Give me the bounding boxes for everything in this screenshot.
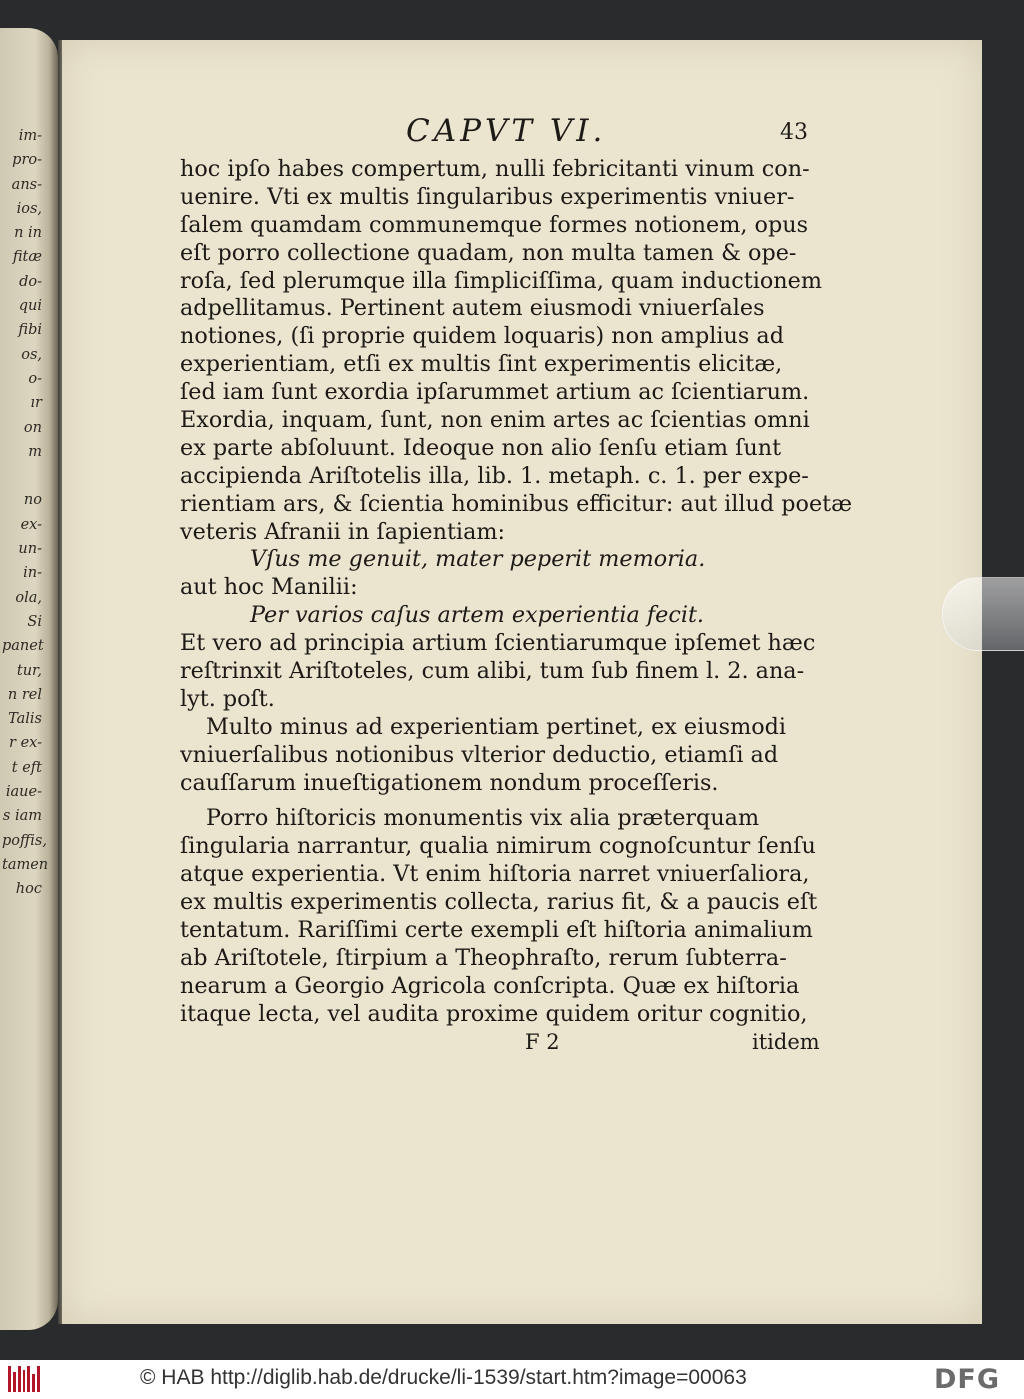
facing-page-fragment: s iam [2, 808, 42, 825]
text-line: Exordia, inquam, ſunt, non enim artes ac ſcientias omni [180, 407, 810, 434]
facing-page-fragment: ios, [16, 200, 42, 217]
text-line: Per varios caſus artem experientia fecit. [250, 602, 705, 629]
facing-page-fragment: n in [14, 225, 42, 242]
copyright-url[interactable]: © HAB http://diglib.hab.de/drucke/li-1539/start.htm?image=00063 [140, 1366, 747, 1389]
facing-page-fragment: ex- [20, 516, 42, 533]
text-line: lyt. poſt. [180, 685, 275, 712]
facing-page-fragment: no [23, 492, 42, 509]
facing-page-text [2, 124, 49, 902]
text-line: aut hoc Manilii: [180, 574, 358, 601]
text-line: tentatum. Rariſſimi certe exempli eſt hiſtoria animalium [180, 917, 813, 944]
text-line: ex parte abſoluunt. Ideoque non alio ſenſu etiam ſunt [180, 434, 782, 461]
page-number: 43 [780, 120, 808, 145]
facing-page-fragment: r ex- [9, 735, 42, 752]
facing-page-fragment: on [23, 419, 42, 436]
text-line: adpellitamus. Pertinent autem eiusmodi vniuerſales [180, 295, 765, 322]
facing-page-fragment: o- [28, 370, 42, 387]
text-line: Et vero ad principia artium ſcientiarumque ipſemet hæc [180, 630, 816, 657]
text-line: nearum a Georgio Agricola conſcripta. Quæ ex hiſtoria [180, 972, 800, 999]
facing-page-fragment: os, [21, 346, 42, 363]
text-line: notiones, (ſi proprie quidem loquaris) non amplius ad [180, 323, 784, 350]
facing-page-fragment: hoc [15, 881, 42, 898]
text-line: Vſus me genuit, mater peperit memoria. [250, 546, 706, 573]
facing-page-fragment: panet [2, 638, 44, 655]
text-line: eſt porro collectione quadam, non multa tamen & ope- [180, 239, 797, 266]
facing-page-fragment: m [28, 443, 42, 460]
facing-page-fragment: fibi [18, 322, 42, 339]
text-line [180, 797, 820, 805]
facing-page-fragment: ola, [15, 589, 42, 606]
facing-page-fragment [2, 464, 42, 488]
facing-page-fragment: ır [30, 395, 42, 412]
text-line: itaque lecta, vel audita proxime quidem oritur cognitio, [180, 1000, 808, 1027]
facing-page-fragment: Talis [8, 711, 42, 728]
text-line: reſtrinxit Ariſtoteles, cum alibi, tum ſub finem l. 2. ana- [180, 658, 805, 685]
text-line: cauſſarum inueſtigationem nondum proceſſeris. [180, 769, 719, 796]
facing-page-fragment: n rel [7, 686, 42, 703]
body-text [180, 156, 853, 1029]
facing-page-fragment: Si [27, 613, 42, 630]
facing-page-fragment: poffis, [2, 832, 47, 849]
facing-page-fragment: ans- [11, 176, 42, 193]
facing-page-fragment: un- [18, 541, 42, 558]
text-line: rientiam ars, & ſcientia hominibus efficitur: aut illud poetæ [180, 490, 853, 517]
glass-page-weight [942, 577, 1024, 651]
text-line: ſed iam ſunt exordia ipſarummet artium ac ſcientiarum. [180, 379, 810, 406]
dfg-logo: DFG [934, 1364, 1001, 1395]
text-line: Porro hiſtoricis monumentis vix alia præterquam [206, 805, 760, 832]
text-line: ſalem quamdam communemque formes notionem, opus [180, 211, 809, 238]
running-head: CAPVT VI. [406, 113, 607, 149]
facing-page-fragment: t eft [11, 759, 42, 776]
facing-page-fragment: do- [19, 273, 42, 290]
text-line: ex multis experimentis collecta, rarius fit, & a paucis eſt [180, 889, 818, 916]
footer-bar [0, 1360, 1024, 1399]
facing-page-fragment: im- [18, 128, 42, 144]
facing-page-fragment: iaue- [5, 784, 42, 801]
text-line: vniuerſalibus notionibus vlterior deductio, etiamſi ad [180, 741, 779, 768]
facing-page-edge [0, 28, 58, 1330]
text-line: experientiam, etſi ex multis ſint experimentis elicitæ, [180, 351, 783, 378]
text-line: uenire. Vti ex multis ſingularibus experimentis vniuer- [180, 183, 795, 210]
text-line: ſingularia narrantur, qualia nimirum cognoſcuntur ſenſu [180, 833, 816, 860]
text-line: veteris Afranii in ſapientiam: [180, 518, 506, 545]
facing-page-fragment: qui [18, 298, 42, 315]
facing-page-fragment: fitæ [12, 249, 42, 266]
signature-mark: F 2 [525, 1030, 560, 1054]
text-line: atque experientia. Vt enim hiſtoria narret vniuerſaliora, [180, 861, 810, 888]
text-line: hoc ipſo habes compertum, nulli febricitanti vinum con- [180, 156, 810, 182]
hab-logo-icon [8, 1366, 40, 1392]
facing-page-fragment: tamen [2, 856, 49, 873]
facing-page-fragment: pro- [12, 152, 42, 169]
text-line: roſa, ſed plerumque illa ſimpliciſſima, quam inductionem [180, 267, 822, 294]
facing-page-fragment: tur, [16, 662, 42, 679]
facing-page-fragment: in- [23, 565, 42, 582]
text-line: accipienda Ariſtotelis illa, lib. 1. metaph. c. 1. per expe- [180, 462, 809, 489]
catchword: itidem [752, 1030, 820, 1054]
text-line: Multo minus ad experientiam pertinet, ex eiusmodi [206, 713, 787, 740]
text-line: ab Ariſtotele, ſtirpium a Theophraſto, rerum ſubterra- [180, 944, 787, 971]
